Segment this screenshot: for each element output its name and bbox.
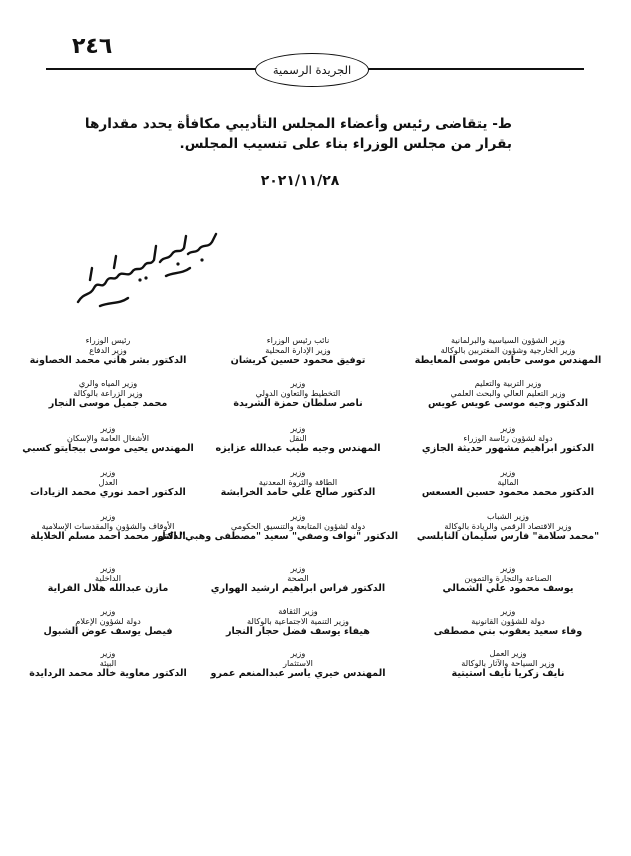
clause-text: ط- يتقاضى رئيس وأعضاء المجلس التأديبي مكافأة يحدد مقدارها بقرار من مجلس الوزراء بناء على تنسيب المجلس. xyxy=(84,116,512,152)
minister-title: وزير دولة للشؤون القانونية xyxy=(471,606,545,626)
minister-title: وزير التخطيط والتعاون الدولي xyxy=(255,378,341,398)
minister-block xyxy=(408,468,608,499)
minister-name: الدكتور ابراهيم مشهور حديثة الجازي xyxy=(421,443,595,455)
minister-title: وزير النقل xyxy=(289,423,307,443)
minister-name: الدكتور احمد نوري محمد الزيادات xyxy=(30,487,186,499)
minister-name: وفاء سعيد يعقوب بني مصطفى xyxy=(433,626,583,638)
minister-name: الدكتور صالح علي حامد الخرابشة xyxy=(220,487,376,499)
minister-title: وزير الصناعة والتجارة والتموين xyxy=(464,563,552,583)
minister-name: هيفاء يوسف فضل حجار النجار xyxy=(226,626,370,638)
minister-name: فيصل يوسف عوض الشبول xyxy=(43,626,173,638)
minister-block xyxy=(8,468,208,499)
minister-name: الدكتور وجيه موسى عويس عويس xyxy=(428,398,588,410)
minister-name: الدكتور "نواف وصفي" سعيد "مصطفى وهبي" التل xyxy=(157,531,398,543)
minister-title: وزير دولة لشؤون الإعلام xyxy=(75,606,141,626)
minister-block xyxy=(8,607,208,638)
minister-name: المهندس موسى حابس موسى المعايطة xyxy=(414,355,602,367)
minister-title: وزير الاستثمار xyxy=(283,648,313,668)
minister-block xyxy=(157,511,398,543)
minister-name: الدكتور معاوية خالد محمد الردايدة xyxy=(29,668,187,680)
publication-title: الجريدة الرسمية xyxy=(255,53,369,87)
minister-block xyxy=(8,424,208,455)
minister-title: وزير الطاقة والثروة المعدنية xyxy=(258,467,338,487)
minister-block xyxy=(408,336,608,367)
minister-name: "محمد سلامة" فارس سليمان النابلسي xyxy=(416,531,600,543)
minister-block xyxy=(198,468,398,499)
minister-block xyxy=(198,424,398,455)
minister-name: المهندس خيري ياسر عبدالمنعم عمرو xyxy=(210,668,386,680)
minister-name: محمد جميل موسى النجار xyxy=(48,398,168,410)
minister-name: مازن عبدالله هلال الفراية xyxy=(47,583,169,595)
page-number: ٢٤٦ xyxy=(72,34,113,59)
minister-block xyxy=(8,649,208,680)
minister-block xyxy=(408,512,608,543)
minister-name: يوسف محمود علي الشمالي xyxy=(442,583,574,595)
minister-block xyxy=(8,564,208,595)
minister-name: توفيق محمود حسين كريشان xyxy=(230,355,366,367)
minister-title: وزير دولة لشؤون رئاسة الوزراء xyxy=(463,423,553,443)
minister-title: وزير الداخلية xyxy=(95,563,121,583)
minister-title: وزير دولة لشؤون المتابعة والتنسيق الحكومي xyxy=(230,511,366,531)
minister-title: نائب رئيس الوزراء وزير الإدارة المحلية xyxy=(265,335,331,355)
minister-title: وزير الصحة xyxy=(287,563,309,583)
minister-block xyxy=(198,336,398,367)
minister-title: وزير المالية xyxy=(497,467,519,487)
minister-block xyxy=(8,336,208,367)
decree-date: ٢٠٢١/١١/٢٨ xyxy=(260,173,340,189)
minister-block xyxy=(198,607,398,638)
minister-title: وزير الثقافة وزير التنمية الاجتماعية بالوكالة xyxy=(246,606,350,626)
minister-name: الدكتور محمد احمد مسلم الخلايلة xyxy=(30,531,186,543)
minister-name: ناصر سلطان حمزة الشريدة xyxy=(233,398,363,410)
minister-block xyxy=(408,607,608,638)
minister-block xyxy=(8,379,208,410)
minister-title: وزير الشؤون السياسية والبرلمانية وزير الخارجية وشؤون المغتربين بالوكالة xyxy=(440,335,576,355)
minister-title: وزير الأشغال العامة والإسكان xyxy=(66,423,150,443)
minister-title: وزير العمل وزير السياحة والآثار بالوكالة xyxy=(461,648,555,668)
minister-name: نايف زكريا نايف استيتية xyxy=(451,668,565,680)
minister-name: الدكتور فراس ابراهيم ارشيد الهواري xyxy=(210,583,386,595)
minister-title: رئيس الوزراء وزير الدفاع xyxy=(85,335,131,355)
minister-block xyxy=(408,564,608,595)
minister-title: وزير الشباب وزير الاقتصاد الرقمي والريادة بالوكالة xyxy=(444,511,572,531)
minister-title: وزير التربية والتعليم وزير التعليم العالي والبحث العلمي xyxy=(450,378,566,398)
minister-name: المهندس يحيى موسى بيجايتو كسبي xyxy=(22,443,194,455)
minister-name: المهندس وجيه طيب عبدالله عزايزه xyxy=(215,443,381,455)
minister-title: وزير البيئة xyxy=(99,648,117,668)
minister-name: الدكتور محمد محمود حسين العسعس xyxy=(421,487,595,499)
minister-block xyxy=(408,424,608,455)
minister-title: وزير الأوقاف والشؤون والمقدسات الإسلامية xyxy=(41,511,175,531)
minister-block xyxy=(198,649,398,680)
minister-title: وزير العدل xyxy=(98,467,118,487)
royal-signature xyxy=(70,232,230,312)
minister-block xyxy=(408,379,608,410)
minister-title: وزير المياه والري وزير الزراعة بالوكالة xyxy=(73,378,143,398)
minister-block xyxy=(198,379,398,410)
minister-block xyxy=(408,649,608,680)
minister-block xyxy=(198,564,398,595)
minister-name: الدكتور بشر هاني محمد الخصاونة xyxy=(29,355,187,367)
